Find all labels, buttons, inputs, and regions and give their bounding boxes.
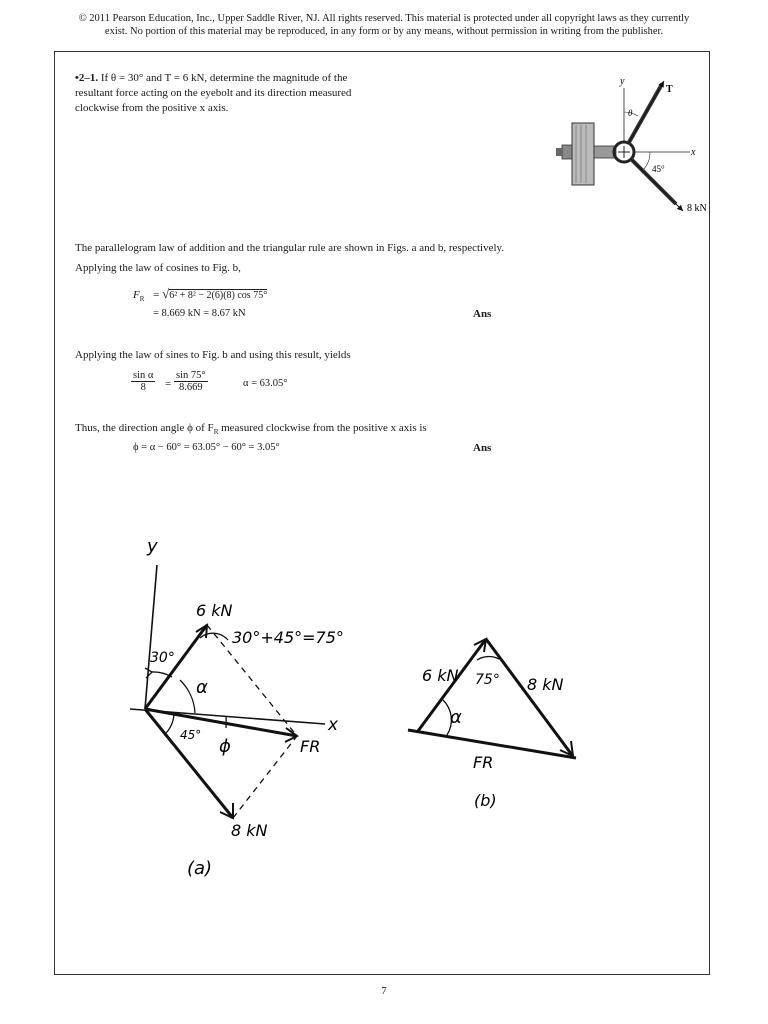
fr-subscript: R <box>139 295 145 304</box>
direction-intro-sub: R <box>213 428 219 437</box>
sines-intro: Applying the law of sines to Fig. b and using this result, yields <box>75 349 351 361</box>
eyebolt-x-label: x <box>691 147 696 158</box>
sketch-a-alpha-label: α <box>196 677 208 698</box>
direction-intro-a: Thus, the direction angle ϕ of F <box>75 422 214 434</box>
sketch-b-8kn-side <box>486 639 572 755</box>
sketch-a-arc-alpha <box>180 680 195 713</box>
force-8kn-label: 8 kN <box>687 203 707 214</box>
sketch-b-8kn-label: 8 kN <box>527 675 564 694</box>
sine-fraction-1-num: sin α <box>133 370 154 381</box>
sine-equals: = <box>165 378 172 390</box>
fr-equation: $F_R = √6^2 + 8^2 - 2(6)(8)$ cos 75° <box>133 286 268 304</box>
sketch-a-fr-label: FR <box>300 737 321 756</box>
fr-sqrt-expression: 6² + 8² − 2(6)(8) cos 75° <box>169 290 268 301</box>
solution-intro: The parallelogram law of addition and the triangular rule are shown in Figs. a and b, respectively. <box>75 242 505 254</box>
sketch-a-phi-label: ϕ <box>219 736 231 757</box>
answer-label-2: Ans <box>473 442 492 454</box>
sketch-a-arc-45 <box>164 712 174 735</box>
copyright-line-1: © 2011 Pearson Education, Inc., Upper Saddle River, NJ. All rights reserved. This material is protected under all copyright laws as they currently <box>78 13 690 24</box>
t-label: T <box>666 84 673 95</box>
sketch-b-alpha-label: α <box>450 707 462 728</box>
sketch-a-sum-label: 30°+45°=75° <box>232 628 344 647</box>
sketch-a-y-label: y <box>147 536 158 557</box>
sketch-a-caption: (a) <box>187 858 213 879</box>
angle45-label: 45° <box>652 164 665 174</box>
fr-equals: = <box>153 289 160 301</box>
sketch-a-x-label: x <box>328 715 339 735</box>
sketch-a-y-axis <box>145 565 157 709</box>
answer-label-1: Ans <box>473 308 492 320</box>
fr-symbol: F <box>133 289 140 301</box>
sketch-b-75-label: 75° <box>475 672 500 688</box>
theta-label: θ <box>628 108 633 118</box>
phi-result: ϕ = α − 60° = 63.05° − 60° = 3.05° <box>133 442 280 453</box>
sine-fraction-2-den: 8.669 <box>178 382 203 393</box>
sketch-b-caption: (b) <box>474 791 497 810</box>
copyright-line-2: exist. No portion of this material may be reproduced, in any form or by any means, without permission in writing from the publisher. <box>104 26 664 37</box>
sketch-a-6kn-label: 6 kN <box>196 601 233 620</box>
problem-text: If θ = 30° and T = 6 kN, determine the magnitude of the resultant force acting on the eyebolt and its direction measured clockwise from the positive x axis. <box>75 72 352 114</box>
eyebolt-y-label: y <box>620 76 625 87</box>
problem-number: •2–1. <box>75 72 99 84</box>
direction-intro-b: measured clockwise from the positive x axis is <box>218 422 427 434</box>
sketch-b-triangle <box>408 639 576 758</box>
sketch-b-6kn-label: 6 kN <box>422 666 459 685</box>
sketch-a-8kn-vector <box>145 709 233 818</box>
page-number: 7 <box>381 985 387 997</box>
sketch-a-8kn-label: 8 kN <box>231 821 268 840</box>
fr-result: = 8.669 kN = 8.67 kN <box>153 308 246 319</box>
alpha-result: α = 63.05° <box>243 378 288 389</box>
sine-fraction-1-den: 8 <box>140 382 146 393</box>
cosines-intro: Applying the law of cosines to Fig. b, <box>75 262 241 274</box>
sketch-a-45-label: 45° <box>180 728 202 742</box>
sketch-b-arc-75 <box>477 657 499 660</box>
sine-fraction-2-num: sin 75° <box>176 370 206 381</box>
sketch-a-30-label: 30° <box>150 650 175 666</box>
sketch-a-dashed-2 <box>233 736 297 818</box>
sketch-b-fr-label: FR <box>473 753 494 772</box>
